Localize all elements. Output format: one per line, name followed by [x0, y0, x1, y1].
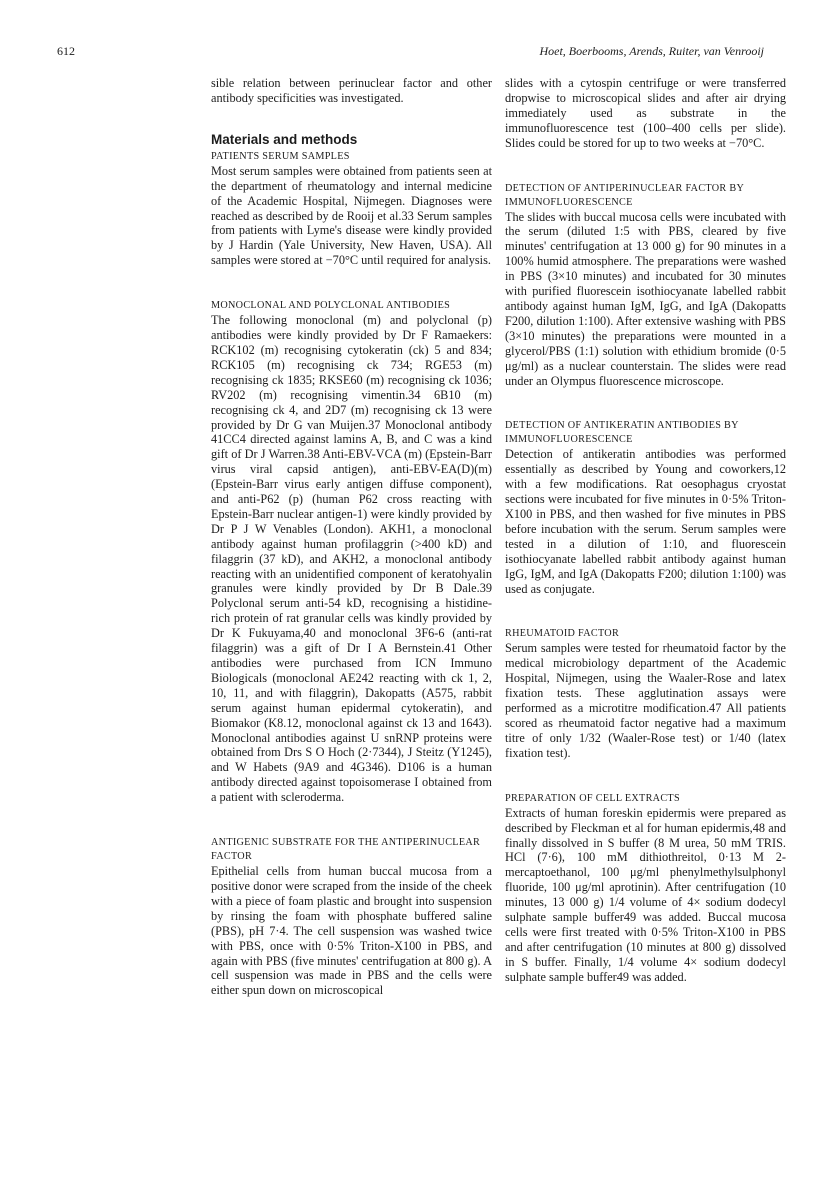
methods-heading: Materials and methods	[211, 131, 358, 147]
rf-paragraph: Serum samples were tested for rheumatoid factor by the medical microbiology department of the Academic Hospital, Nijmegen, using the Waaler-Rose and latex fixation tests. These agglutination assays were performed as a microtitre modification.47 All patients scored as rheumatoid factor negative had a maximum titre of only 1/32 (Waaler-Rose test) or 1/40 (latex fixation test).	[505, 641, 786, 760]
intro-tail-paragraph: sible relation between perinuclear factor and other antibody specificities was investigated.	[211, 76, 492, 105]
apf-heading: DETECTION OF ANTIPERINUCLEAR FACTOR BY IMMUNOFLUORESCENCE	[505, 182, 744, 208]
antibodies-paragraph: The following monoclonal (m) and polyclonal (p) antibodies were kindly provided by Dr F Ramaekers: RCK102 (m) recognising cytokeratin (ck) 5 and 834; RCK105 (m) recognising ck 734; RGE53 (m) recognising ck 1835; RKSE60 (m) recognising ck 1036; RV202 (m) recognising vimentin.34 6B10 (m) recognising ck 4, and 2D7 (m) recognising ck 13 were provided by Dr G van Muijen.37 Monoclonal antibody 41CC4 directed against lamins A, B, and C was a kind gift of Dr J Warren.38 Anti-EBV-VCA (m) (Epstein-Barr virus viral capsid antigen), anti-EBV-EA(D)(m) (Epstein-Barr virus early antigen diffuse component), and anti-P62 (p) (human P62 cross reacting with Epstein-Barr nuclear antigen-1) were kindly provided by Dr P J W Venables (London). AKH1, a monoclonal antibody against human profilaggrin (>400 kD) and filaggrin (37 kD), and AKH2, a monoclonal antibody reacting with an unidentified component of keratohyalin granules were kindly provided by Dr B Dale.39 Polyclonal serum anti-54 kD, recognising a histidine-rich protein of rat granular cells was kindly provided by Dr K Fukuyama,40 and monoclonal 3F6-6 (anti-rat filaggrin) was a gift of Dr I A Bernstein.41 Other antibodies were purchased from ICN Immuno Biologicals (monoclonal AE242 reacting with ck 1, 2, 10, 11, and with filaggrin), Dakopatts (A575, rabbit serum against human epidermal cytokeratin), and Biomakor (K8.12, monoclonal against ck 13 and 1643). Monoclonal antibodies against U snRNP proteins were obtained from Drs S O Hoch (2·7344), J Steitz (Y1245), and W Habets (9A9 and 4G346). D106 is a human antibody directed against topoisomerase I obtained from a patient with scleroderma.	[211, 313, 492, 805]
patients-paragraph: Most serum samples were obtained from patients seen at the department of rheumatology and internal medicine of the Academic Hospital, Nijmegen. Diagnoses were reached as described by de Rooij et al.33 Serum samples from patients with Lyme's disease were kindly provided by J Hardin (Yale University, New Haven, USA). All samples were stored at −70°C until required for analysis.	[211, 163, 492, 268]
patients-heading: PATIENTS SERUM SAMPLES	[211, 150, 350, 162]
substrate-continued-paragraph: slides with a cytospin centrifuge or were transferred dropwise to microscopical slides and after air drying immediately used as substrate in the immunofluorescence test (100–400 cells per slide). Slides could be stored for up to two weeks at −70°C.	[505, 76, 786, 150]
rf-heading: RHEUMATOID FACTOR	[505, 628, 620, 640]
extracts-paragraph: Extracts of human foreskin epidermis were prepared as described by Fleckman et al for human epidermis,48 and finally dissolved in S buffer (8 M urea, 50 mM TRIS. HCl (7·6), 100 mM dithiothreitol, 0·13 M 2-mercaptoethanol, 100 μg/ml phenylmethylsulphonyl fluoride, 100 μg/ml aprotinin). After centrifugation (10 minutes, 13 000 g) 1/4 volume of 4× sodium dodecyl sulphate sample buffer49 was added. Buccal mucosa cells were first treated with 0·5% Triton-X100 in PBS and after centrifugation (10 minutes at 800 g) dissolved in S buffer. Finally, 1/4 volume 4× sodium dodecyl sulphate sample buffer49 was added.	[505, 805, 786, 984]
running-head: Hoet, Boerbooms, Arends, Ruiter, van Venrooij	[539, 44, 764, 58]
antibodies-heading: MONOCLONAL AND POLYCLONAL ANTIBODIES	[211, 300, 451, 312]
aka-heading: DETECTION OF ANTIKERATIN ANTIBODIES BY IMMUNOFLUORESCENCE	[505, 420, 739, 446]
aka-paragraph: Detection of antikeratin antibodies was performed essentially as described by Young and coworkers,12 with a few modifications. Rat oesophagus cryostat sections were incubated for five minutes in 0·5% Triton-X100 in PBS, and then washed for five minutes in PBS before incubation with the serum. Serum samples were tested in a dilution of 1:10, and fluorescein isothiocyanate labelled rabbit antibody against human IgG, IgM, and IgA (Dakopatts F200; dilution 1:100) was used as conjugate.	[505, 447, 786, 596]
substrate-heading: ANTIGENIC SUBSTRATE FOR THE ANTIPERINUCLEAR FACTOR	[211, 837, 481, 863]
right-column	[505, 76, 786, 985]
apf-paragraph: The slides with buccal mucosa cells were incubated with the serum (diluted 1:5 with PBS, cleared by five minutes' centrifugation at 13 000 g) for 90 minutes in a 100% humid atmosphere. The preparations were washed in PBS (3×10 minutes) and incubated for 30 minutes with purified fluorescein isothiocyanate labelled rabbit antibody against human IgM, IgG, and IgA (Dakopatts F200, dilution 1:100). After extensive washing with PBS (3×10 minutes) the preparations were mounted in a glycerol/PBS (1:1) solution with ethidium bromide (0·5 μg/ml) as a nuclear counterstain. The slides were read under an Olympus fluorescence microscope.	[505, 209, 786, 388]
left-column	[211, 76, 492, 998]
page-number: 612	[57, 44, 75, 58]
substrate-paragraph: Epithelial cells from human buccal mucosa from a positive donor were scraped from the inside of the cheek with a piece of foam plastic and brought into suspension by rinsing the foam with phosphate buffered saline (PBS), pH 7·4. The cell suspension was washed twice with PBS, once with 0·5% Triton-X100 in PBS, and again with PBS (five minutes' centrifugation at 800 g). A cell suspension was made in PBS and the cells were either spun down on microscopical	[211, 864, 492, 998]
extracts-heading: PREPARATION OF CELL EXTRACTS	[505, 792, 680, 804]
